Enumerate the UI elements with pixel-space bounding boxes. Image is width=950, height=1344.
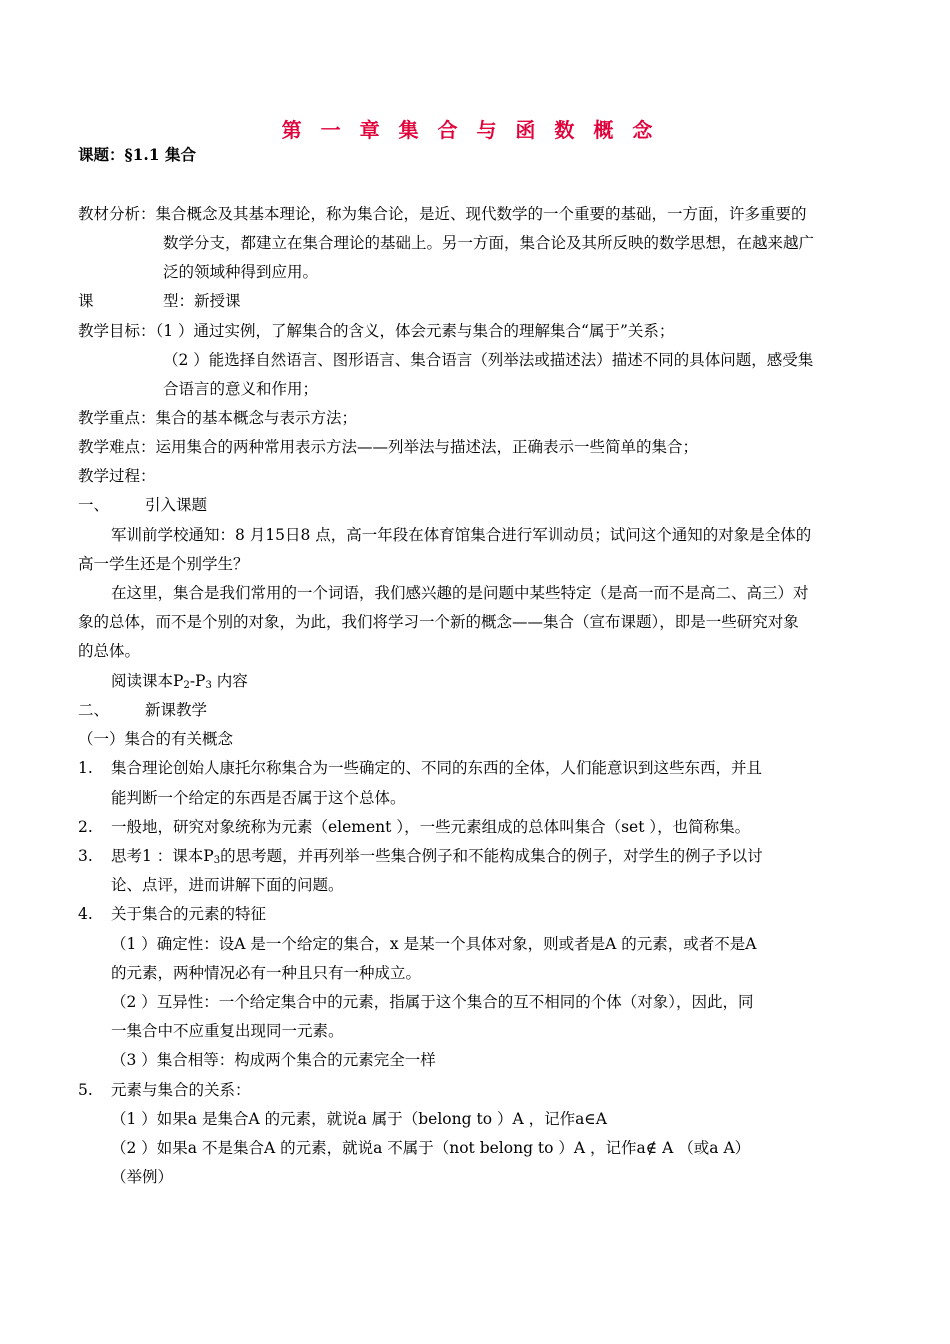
item-3-pre: 思考1 ：课本P bbox=[111, 847, 214, 865]
item-1-text-a: 集合理论创始人康托尔称集合为一些确定的、不同的东西的全体，人们能意识到这些东西，并且 bbox=[111, 759, 763, 777]
item-4-3: （3 ）集合相等：构成两个集合的元素完全一样 bbox=[111, 1051, 436, 1069]
read-mid: -P bbox=[189, 672, 206, 690]
intro-paragraph-2a: 在这里，集合是我们常用的一个词语，我们感兴趣的是问题中某些特定（是高一而不是高二、高三）对 bbox=[111, 584, 809, 602]
read-textbook bbox=[111, 671, 248, 696]
item-5-3: （举例） bbox=[111, 1168, 174, 1186]
item-4-text: 关于集合的元素的特征 bbox=[111, 905, 267, 923]
item-4-2b: 一集合中不应重复出现同一元素。 bbox=[111, 1022, 344, 1040]
objectives-line-1 bbox=[78, 321, 674, 341]
lesson-type-label-b: 型： bbox=[163, 292, 195, 310]
read-prefix: 阅读课本P bbox=[111, 672, 184, 690]
intro-paragraph-1a: 军训前学校通知：8 月15日8 点，高一年段在体育馆集合进行军训动员；试问这个通知的对象是全体的 bbox=[111, 526, 812, 544]
analysis-line-2: 数学分支，都建立在集合理论的基础上。另一方面，集合论及其所反映的数学思想，在越来越广 bbox=[163, 234, 815, 252]
lesson-type-label-a: 课 bbox=[78, 292, 94, 310]
section-2-number: 二、 bbox=[78, 701, 110, 719]
read-sub-2: 3 bbox=[205, 680, 212, 691]
item-5-2: （2 ）如果a 不是集合A 的元素，就说a 不属于（not belong to ）A ，记作a∉ A （或a A） bbox=[111, 1139, 751, 1157]
item-5-text: 元素与集合的关系： bbox=[111, 1081, 251, 1099]
item-4-2a: （2 ）互异性：一个给定集合中的元素，指属于这个集合的互不相同的个体（对象），因此，同 bbox=[111, 993, 754, 1011]
analysis-line-1 bbox=[78, 204, 807, 224]
chapter-title: 第 一 章 集 合 与 函 数 概 念 bbox=[281, 118, 659, 142]
intro-paragraph-1b: 高一学生还是个别学生？ bbox=[78, 555, 249, 573]
item-4-number: 4. bbox=[78, 905, 93, 923]
read-sub-1: 2 bbox=[183, 680, 190, 691]
lesson-type-line bbox=[163, 291, 241, 311]
item-2-text: 一般地，研究对象统称为元素（element ），一些元素组成的总体叫集合（set ），也简称集。 bbox=[111, 818, 751, 836]
analysis-line-3: 泛的领域种得到应用。 bbox=[163, 263, 319, 281]
process-label: 教学过程： bbox=[78, 467, 156, 485]
item-3-sub: 3 bbox=[213, 855, 221, 866]
item-5-1: （1 ）如果a 是集合A 的元素，就说a 属于（belong to ）A ，记作a∈A bbox=[111, 1110, 607, 1128]
item-1-number: 1. bbox=[78, 759, 93, 777]
item-4-1b: 的元素，两种情况必有一种且只有一种成立。 bbox=[111, 964, 422, 982]
subsection-1-title: （一）集合的有关概念 bbox=[78, 730, 234, 748]
objective-2b: 合语言的意义和作用； bbox=[163, 380, 319, 398]
intro-paragraph-2b: 象的总体，而不是个别的对象，为此，我们将学习一个新的概念——集合（宣布课题），即是一些研究对象 bbox=[78, 613, 799, 631]
read-suffix: 内容 bbox=[211, 672, 248, 690]
lesson-heading: 课题：§1.1 集合 bbox=[78, 145, 196, 164]
item-3-number: 3. bbox=[78, 847, 93, 865]
item-5-number: 5. bbox=[78, 1081, 93, 1099]
section-1-title: 引入课题 bbox=[145, 496, 208, 514]
lesson-type-value: 新授课 bbox=[194, 292, 241, 310]
item-1-text-b: 能判断一个给定的东西是否属于这个总体。 bbox=[111, 789, 406, 807]
analysis-text-1: 集合概念及其基本理论，称为集合论，是近、现代数学的一个重要的基础，一方面，许多重要的 bbox=[155, 205, 807, 223]
section-2-title: 新课教学 bbox=[145, 701, 208, 719]
analysis-label: 教材分析： bbox=[78, 205, 156, 223]
objective-1: （1 ）通过实例，了解集合的含义，体会元素与集合的理解集合“属于”关系； bbox=[155, 322, 675, 340]
objective-2a: （2 ）能选择自然语言、图形语言、集合语言（列举法或描述法）描述不同的具体问题，感受集 bbox=[163, 351, 814, 369]
item-4-1a: （1 ）确定性：设A 是一个给定的集合，x 是某一个具体对象，则或者是A 的元素，或者不是A bbox=[111, 935, 757, 953]
section-1-number: 一、 bbox=[78, 496, 110, 514]
item-3-text-a bbox=[111, 846, 763, 871]
intro-paragraph-2c: 的总体。 bbox=[78, 642, 141, 660]
key-point: 教学重点：集合的基本概念与表示方法； bbox=[78, 409, 358, 427]
objectives-label: 教学目标： bbox=[78, 322, 156, 340]
item-2-number: 2. bbox=[78, 818, 93, 836]
item-3-post: 的思考题，并再列举一些集合例子和不能构成集合的例子，对学生的例子予以讨 bbox=[220, 847, 763, 865]
difficulty: 教学难点：运用集合的两种常用表示方法——列举法与描述法，正确表示一些简单的集合； bbox=[78, 438, 699, 456]
item-3-text-b: 论、点评，进而讲解下面的问题。 bbox=[111, 876, 344, 894]
